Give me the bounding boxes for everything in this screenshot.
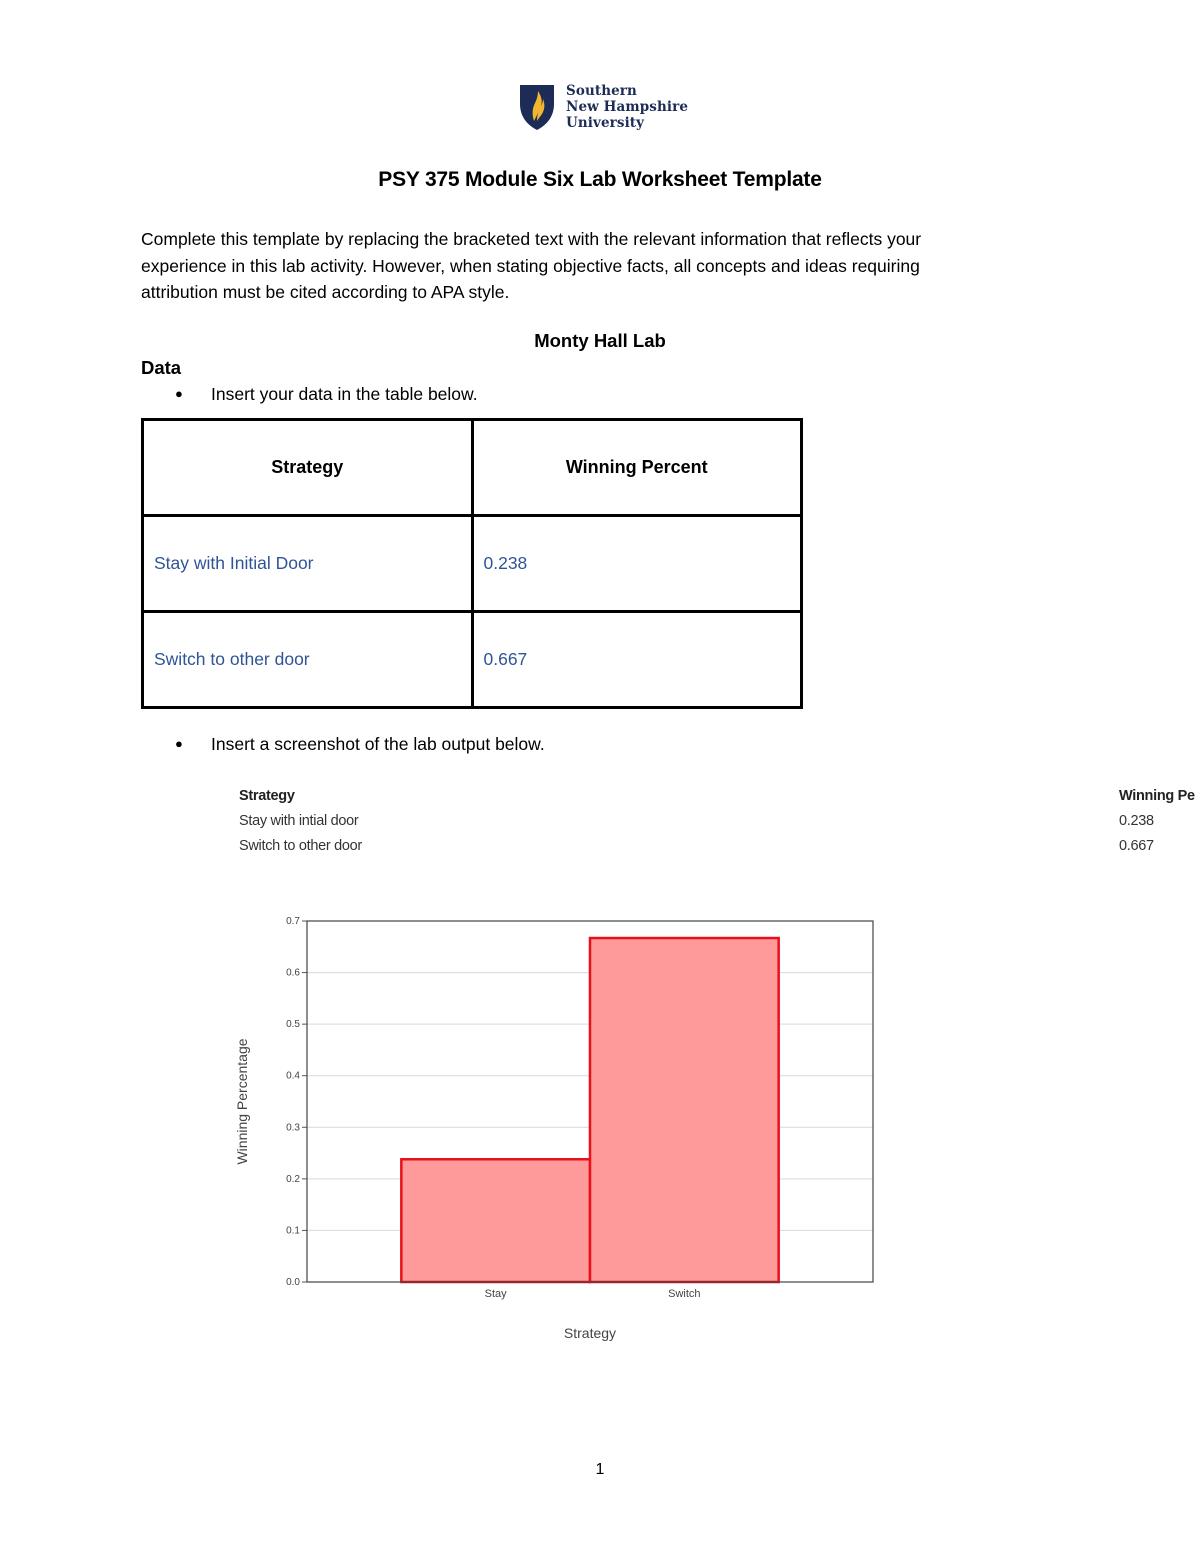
output-cell: Stay with intial door [239,813,359,829]
y-tick-label: 0.3 [286,1122,300,1134]
output-header-strategy: Strategy [239,788,295,804]
y-tick-label: 0.6 [286,967,300,979]
y-axis-label: Winning Percentage [234,1038,250,1165]
output-cell: Switch to other door [239,838,362,854]
page-number: 1 [595,1461,605,1478]
y-tick-label: 0.1 [286,1225,300,1237]
table-cell: Stay with Initial Door [143,516,473,612]
section-label-data: Data [141,357,182,378]
logo-line: University [566,115,645,131]
logo-line: Southern [566,83,637,99]
x-tick-label: Stay [484,1288,507,1300]
output-cell: 0.667 [1119,838,1154,854]
table-cell: 0.238 [472,516,802,612]
table-header-cell: Winning Percent [472,420,802,516]
bullet-text: Insert a screenshot of the lab output below. [211,734,545,754]
lab-title: Monty Hall Lab [534,330,666,351]
logo-line: New Hampshire [566,99,689,115]
bar [590,938,779,1282]
y-tick-label: 0.7 [286,916,300,927]
x-tick-label: Switch [668,1288,701,1300]
bar [401,1159,590,1282]
output-cell: 0.238 [1119,813,1154,829]
bullet-text: Insert your data in the table below. [211,384,478,404]
y-tick-label: 0.4 [286,1070,300,1082]
y-tick-label: 0.0 [286,1277,300,1288]
intro-line: attribution must be cited according to APA style. [141,282,510,302]
x-axis-label: Strategy [563,1325,617,1341]
table-cell: 0.667 [472,612,802,708]
output-header-winning: Winning Pe [1119,788,1195,804]
y-tick-label: 0.2 [286,1173,300,1185]
bullet-dot-icon: ● [175,736,183,751]
intro-line: Complete this template by replacing the bracketed text with the relevant information that reflects your [141,229,922,249]
y-tick-label: 0.5 [286,1019,300,1031]
intro-line: experience in this lab activity. However, when stating objective facts, all concepts and ideas requiring [141,255,920,276]
table-header-cell: Strategy [143,420,473,516]
table-cell: Switch to other door [143,612,473,708]
document-title: PSY 375 Module Six Lab Worksheet Template [378,168,822,191]
bullet-dot-icon: ● [175,386,183,401]
